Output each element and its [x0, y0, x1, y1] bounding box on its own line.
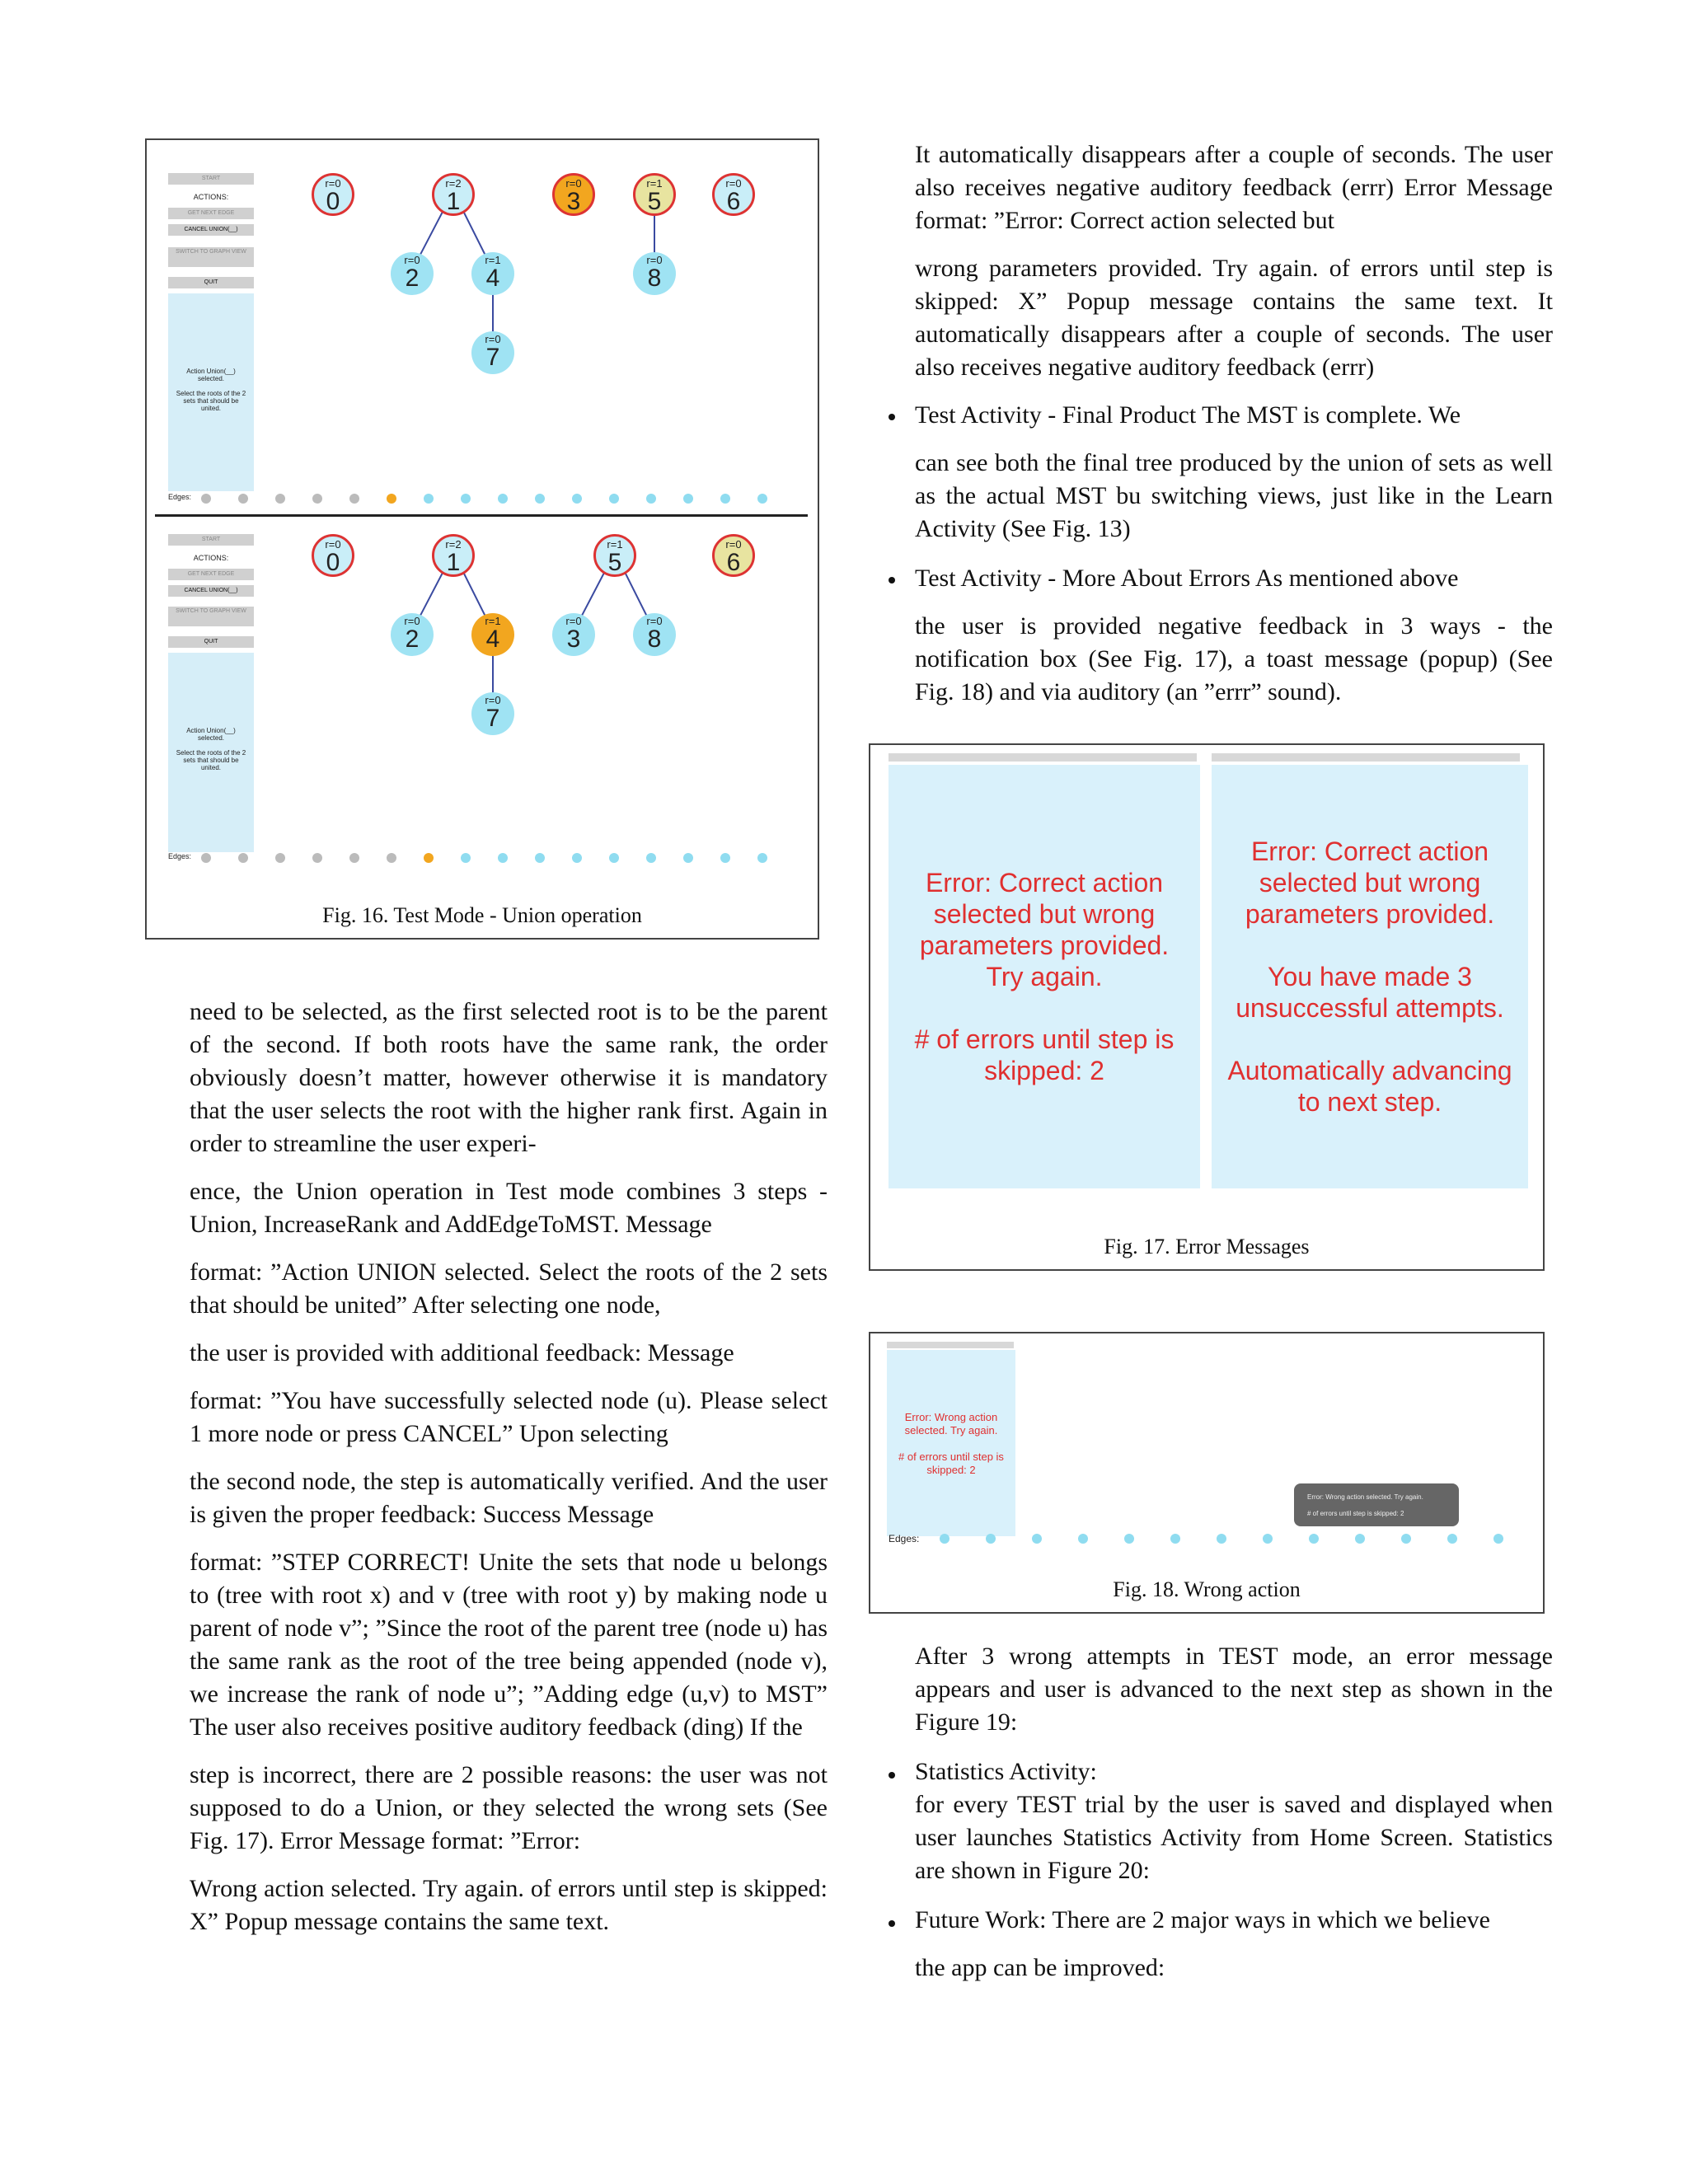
bullet-icon: [889, 1920, 895, 1927]
tree-node[interactable]: r=0 7: [471, 692, 514, 735]
figure-17: [869, 743, 1545, 1271]
edge-chip[interactable]: [535, 853, 545, 863]
edge-chip[interactable]: [1309, 1534, 1319, 1544]
bullet-item: [915, 1755, 1553, 1902]
right-error-panel: [1212, 765, 1528, 1188]
edge-chip[interactable]: [1078, 1534, 1088, 1544]
fig16-divider: [155, 514, 808, 517]
bullet-text: Future Work: There are 2 major ways in which we believe: [915, 1906, 1490, 1933]
toast-line: # of errors until step is skipped: 2: [1307, 1510, 1404, 1517]
cancel-union-button[interactable]: CANCEL UNION(__): [168, 585, 254, 597]
edge-chip[interactable]: [312, 494, 322, 504]
fig16-top-screen: [155, 148, 808, 511]
edge-chip[interactable]: [535, 494, 545, 504]
edge-chip[interactable]: [1401, 1534, 1411, 1544]
bullet-item: [915, 399, 1553, 560]
get-next-edge-button[interactable]: GET NEXT EDGE: [168, 208, 254, 219]
notification-text: Action Union(__) selected. Select the roots of the 2 sets that should be united.: [176, 727, 246, 771]
paragraph: need to be selected, as the first selected root is to be the parent of the second. If both roots have the same rank, the order obviously doesn’t matter, however otherwise it is mandatory that the user selects the root with the higher rank first. Again in order to streamline the user experi-: [190, 998, 828, 1157]
switch-view-button[interactable]: SWITCH TO GRAPH VIEW: [168, 607, 254, 626]
paragraph: the second node, the step is automatically verified. And the user is given the proper feedback: Success Message: [190, 1468, 828, 1528]
edge-chip[interactable]: [757, 494, 767, 504]
edge-list: [940, 1533, 1525, 1546]
tree-node[interactable]: r=0 2: [391, 613, 434, 656]
edge-chip[interactable]: [498, 494, 508, 504]
edge-chip[interactable]: [275, 494, 285, 504]
tree-node[interactable]: r=0 3: [552, 173, 595, 216]
edge-chip[interactable]: [609, 494, 619, 504]
get-next-edge-button[interactable]: GET NEXT EDGE: [168, 569, 254, 580]
tree-node[interactable]: r=1 5: [593, 534, 636, 577]
paragraph: After 3 wrong attempts in TEST mode, an error message appears and user is advanced to the next step as shown in the Figure 19:: [915, 1643, 1553, 1736]
bullet-text: Statistics Activity:: [915, 1758, 1097, 1785]
tree-node[interactable]: r=0 7: [471, 331, 514, 374]
edge-chip[interactable]: [349, 494, 359, 504]
edge-chip[interactable]: [720, 494, 730, 504]
fig18-caption: Fig. 18. Wrong action: [1113, 1577, 1301, 1601]
notification-text: Action Union(__) selected. Select the roots of the 2 sets that should be united.: [176, 368, 246, 412]
left-column: [190, 996, 828, 1953]
bullet-icon: [889, 414, 895, 420]
edges-label: Edges:: [889, 1533, 920, 1544]
error-message: Error: Correct action selected but wrong parameters provided. Try again. # of errors until step is skipped: 2: [914, 868, 1175, 1085]
paragraph: the user is provided with additional feedback: Message: [190, 1339, 734, 1366]
edges-label: Edges:: [168, 493, 192, 501]
edge-chip[interactable]: [387, 494, 396, 504]
tree-node[interactable]: r=0 0: [312, 534, 354, 577]
quit-button[interactable]: QUIT: [168, 636, 254, 648]
edge-chip[interactable]: [1124, 1534, 1134, 1544]
tree-node[interactable]: r=1 4: [471, 613, 514, 656]
edge-chip[interactable]: [1447, 1534, 1457, 1544]
bullet-item: [915, 1904, 1553, 1999]
bullet-text: can see both the final tree produced by the union of sets as well as the actual MST bu switching views, just like in the Learn Activity (See Fig. 13): [915, 449, 1553, 542]
tree-node[interactable]: r=0 8: [633, 613, 676, 656]
edge-chip[interactable]: [349, 853, 359, 863]
edge-list: [201, 493, 795, 504]
edge-chip[interactable]: [424, 494, 434, 504]
tree-node[interactable]: r=0 6: [712, 173, 755, 216]
start-button[interactable]: START: [168, 173, 254, 185]
tree-node[interactable]: r=0 2: [391, 252, 434, 295]
left-panel-header: [889, 753, 1197, 762]
edge-chip[interactable]: [312, 853, 322, 863]
panel-header: [887, 1342, 1014, 1348]
tree-node[interactable]: r=2 1: [432, 534, 475, 577]
bullet-text: for every TEST trial by the user is saved and displayed when user launches Statistics Activity from Home Screen. Statistics are shown in Figure 20:: [915, 1791, 1553, 1884]
edge-chip[interactable]: [1032, 1534, 1042, 1544]
edge-chip[interactable]: [1170, 1534, 1180, 1544]
edge-chip[interactable]: [1493, 1534, 1503, 1544]
edge-chip[interactable]: [757, 853, 767, 863]
tree-node[interactable]: r=1 5: [633, 173, 676, 216]
tree-node[interactable]: r=0 0: [312, 173, 354, 216]
edge-chip[interactable]: [1217, 1534, 1226, 1544]
notification-panel: [887, 1350, 1015, 1536]
bullet-text: Test Activity - Final Product The MST is complete. We: [915, 401, 1461, 429]
edge-chip[interactable]: [201, 494, 211, 504]
fig16-bottom-screen: [155, 519, 808, 882]
actions-label: ACTIONS:: [193, 193, 229, 201]
edge-chip[interactable]: [646, 853, 656, 863]
paragraph: format: ”Action UNION selected. Select the roots of the 2 sets that should be united” After selecting one node,: [190, 1258, 828, 1319]
edge-chip[interactable]: [1263, 1534, 1273, 1544]
edge-chip[interactable]: [238, 494, 248, 504]
edge-chip[interactable]: [683, 494, 693, 504]
edges-label: Edges:: [168, 852, 192, 860]
paragraph: wrong parameters provided. Try again. of errors until step is skipped: X” Popup message contains the same text. It automatically disappears after a couple of seconds. The user also receives negative auditory feedback (errr): [915, 255, 1553, 381]
edge-chip[interactable]: [1355, 1534, 1365, 1544]
paragraph: ence, the Union operation in Test mode combines 3 steps - Union, IncreaseRank and AddEdgeToMST. Message: [190, 1178, 828, 1238]
edge-chip[interactable]: [498, 853, 508, 863]
tree-node[interactable]: r=0 8: [633, 252, 676, 295]
paragraph: format: ”STEP CORRECT! Unite the sets that node u belongs to (tree with root x) and v (tree with root y) by making node u parent of node v”; ”Since the root of the parent tree (node u) has the same rank as the root of the tree being appended (node v), we increase the rank of node u”; ”Adding edge (u,v) to MST” The user also receives positive auditory feedback (ding) If the: [190, 1549, 828, 1741]
edge-chip[interactable]: [683, 853, 693, 863]
figure-16: [145, 138, 819, 940]
right-column-top: [915, 138, 1553, 399]
edge-chip[interactable]: [461, 853, 471, 863]
bullet-icon: [889, 577, 895, 583]
tree-node[interactable]: r=1 4: [471, 252, 514, 295]
quit-button[interactable]: QUIT: [168, 277, 254, 288]
edge-chip[interactable]: [572, 494, 582, 504]
tree-node[interactable]: r=2 1: [432, 173, 475, 216]
edge-chip[interactable]: [609, 853, 619, 863]
cancel-union-button[interactable]: CANCEL UNION(__): [168, 224, 254, 236]
edge-chip[interactable]: [720, 853, 730, 863]
figure-18: [869, 1332, 1545, 1614]
edge-chip[interactable]: [940, 1534, 950, 1544]
toast-popup: [1294, 1483, 1459, 1526]
bullet-text: Test Activity - More About Errors As mentioned above: [915, 565, 1459, 592]
fig17-caption: Fig. 17. Error Messages: [1104, 1235, 1310, 1258]
toast-line: Error: Wrong action selected. Try again.: [1307, 1493, 1423, 1501]
left-error-panel: [889, 765, 1200, 1188]
edge-chip[interactable]: [461, 494, 471, 504]
bullet-icon: [889, 1772, 895, 1779]
edge-chip[interactable]: [572, 853, 582, 863]
edge-chip[interactable]: [238, 853, 248, 863]
edge-chip[interactable]: [275, 853, 285, 863]
edge-chip[interactable]: [986, 1534, 996, 1544]
right-column-bottom: [915, 1640, 1553, 1754]
paragraph: Wrong action selected. Try again. of errors until step is skipped: X” Popup message contains the same text.: [190, 1875, 828, 1935]
error-message: Error: Wrong action selected. Try again. # of errors until step is skipped: 2: [898, 1411, 1004, 1476]
edge-chip[interactable]: [424, 853, 434, 863]
actions-label: ACTIONS:: [193, 554, 229, 562]
switch-view-button[interactable]: SWITCH TO GRAPH VIEW: [168, 247, 254, 267]
start-button[interactable]: START: [168, 534, 254, 546]
tree-node[interactable]: r=0 3: [552, 613, 595, 656]
bullet-text: the user is provided negative feedback in 3 ways - the notification box (See Fig. 17), a toast message (popup) (See Fig. 18) and via auditory (an ”errr” sound).: [915, 612, 1553, 705]
paragraph: step is incorrect, there are 2 possible reasons: the user was not supposed to do a Union, or they selected the wrong sets (See Fig. 17). Error Message format: ”Error:: [190, 1761, 828, 1854]
fig16-caption: Fig. 16. Test Mode - Union operation: [322, 903, 642, 927]
edge-chip[interactable]: [387, 853, 396, 863]
edge-chip[interactable]: [646, 494, 656, 504]
right-panel-header: [1212, 753, 1520, 762]
error-message: Error: Correct action selected but wrong parameters provided. You have made 3 unsuccessful attempts. Automatically advancing to next step.: [1227, 837, 1512, 1117]
edge-chip[interactable]: [201, 853, 211, 863]
bullet-item: [915, 562, 1553, 724]
bullet-text: the app can be improved:: [915, 1954, 1165, 1981]
tree-edges: [155, 148, 808, 511]
tree-node[interactable]: r=0 6: [712, 534, 755, 577]
paragraph: It automatically disappears after a couple of seconds. The user also receives negative auditory feedback (errr) Error Message format: ”Error: Correct action selected but: [915, 141, 1553, 234]
edge-list: [201, 852, 795, 864]
paragraph: format: ”You have successfully selected node (u). Please select 1 more node or press CANCEL” Upon selecting: [190, 1387, 828, 1447]
